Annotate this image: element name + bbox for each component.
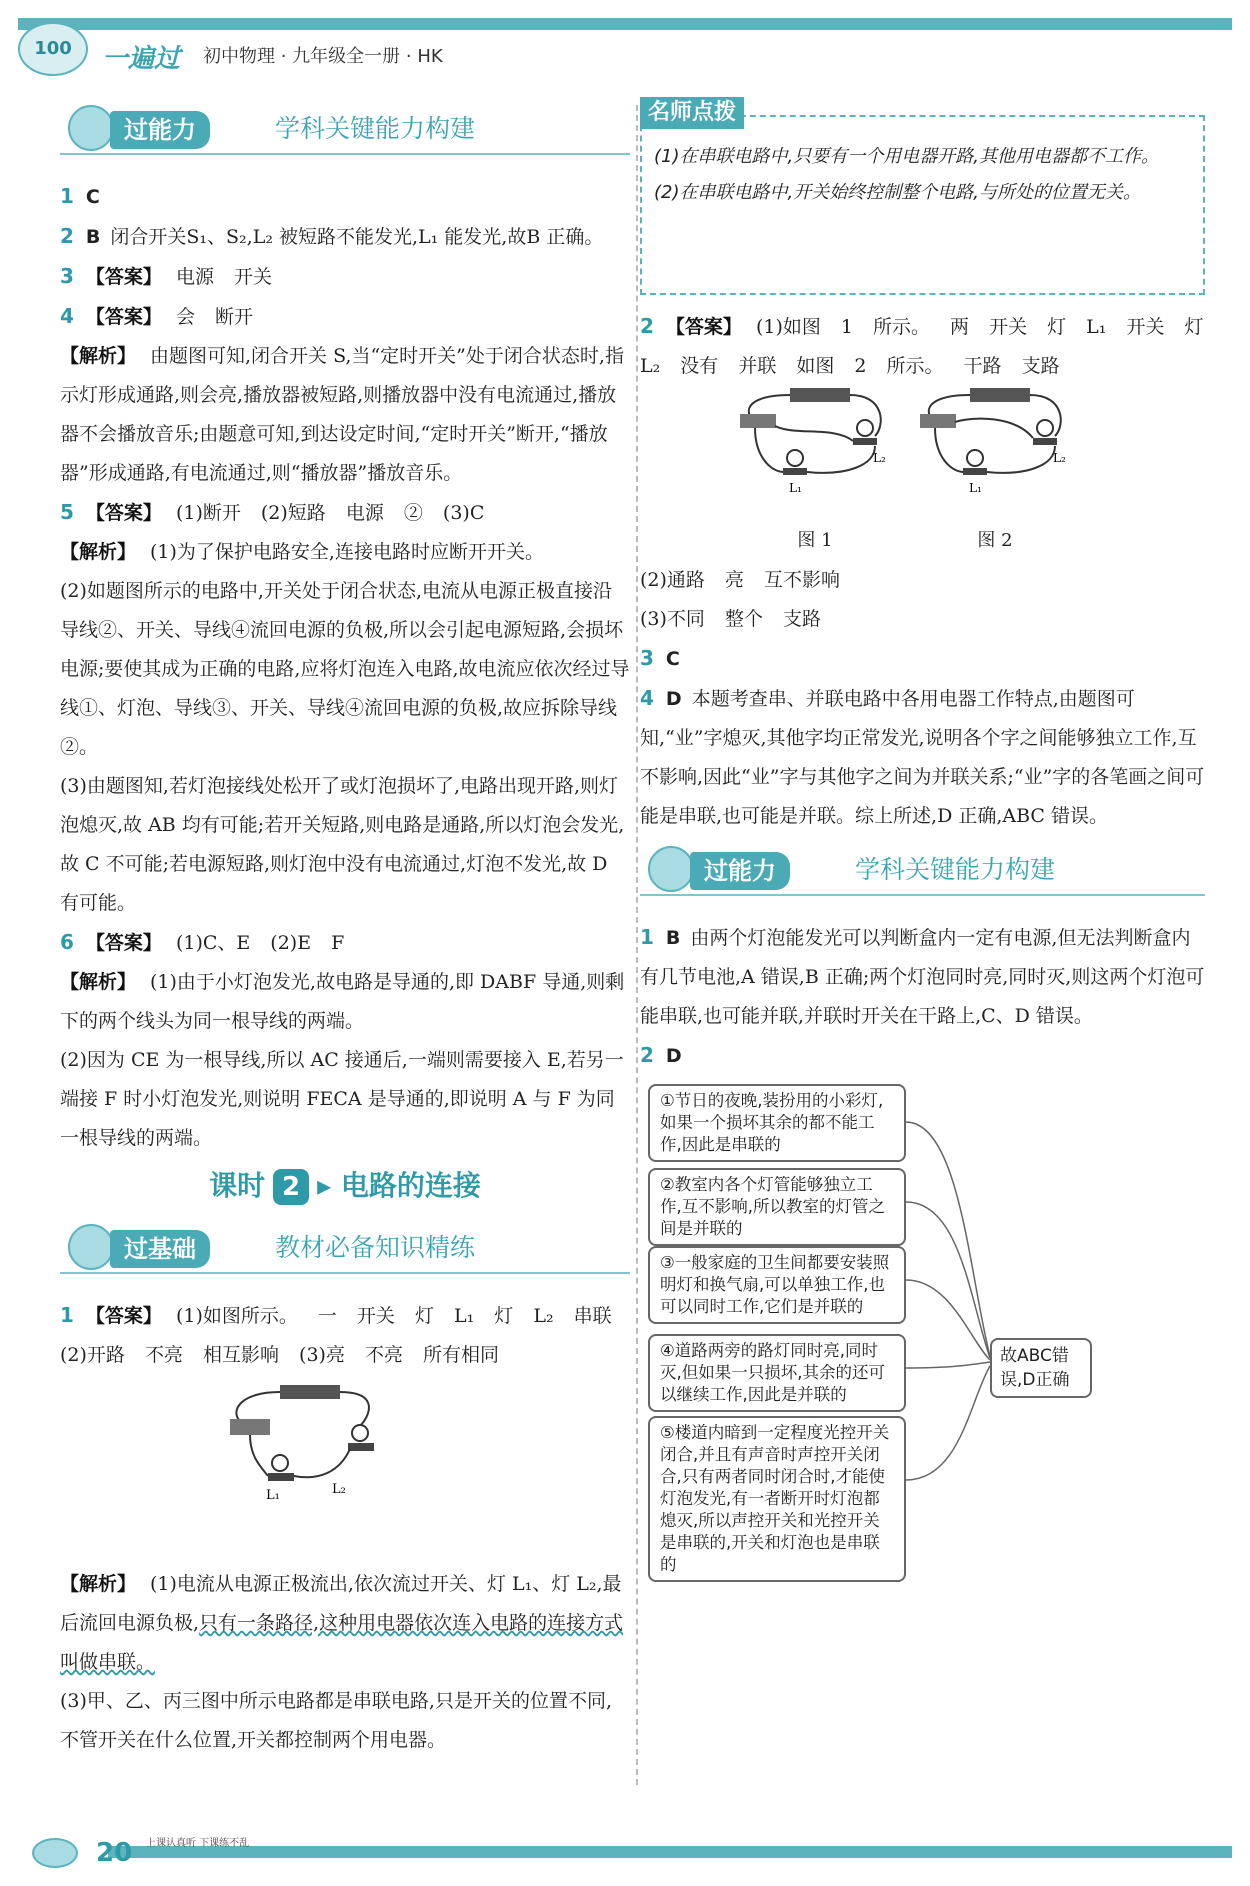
lesson-name: 电路的连接 — [340, 1169, 481, 1202]
section-header-ability-2 — [640, 842, 1205, 902]
answer-r3 — [640, 639, 1205, 679]
answer-key: 【答案】 — [85, 266, 162, 288]
answer-3 — [60, 257, 630, 297]
mind-box-3: ③一般家庭的卫生间都要安装照明灯和换气扇,可以单独工作,也可以同时工作,它们是并联的 — [648, 1246, 906, 1324]
lesson-arrow-icon: ▸ — [317, 1169, 341, 1202]
answer-r2-part2: (2)通路 亮 互不影响 — [640, 569, 840, 591]
mind-box-1: ①节日的夜晚,装扮用的小彩灯,如果一个损坏其余的都不能工作,因此是串联的 — [648, 1084, 906, 1162]
answer-r2-part3: (3)不同 整个 支路 — [640, 608, 821, 630]
brand-name: 一遍过 — [102, 44, 181, 74]
fig1-label-l2: L₂ — [873, 451, 886, 465]
parallel-circuit-1 — [735, 386, 895, 496]
footer-slogan: 上课认真听 下课练不乱 — [146, 1838, 250, 1849]
analysis-text: (1)由于小灯泡发光,故电路是导通的,即 DABF 导通,则剩下的两个线头为同一根导线的两端。 — [60, 971, 625, 1032]
fig2-label-l2: L₂ — [1053, 451, 1066, 465]
analysis-key: 【解析】 — [60, 971, 137, 993]
q-answer: B — [85, 226, 101, 248]
teacher-tip-box — [640, 100, 1205, 295]
q-num: 2 — [640, 314, 654, 338]
fig-label-l2: L₂ — [332, 1482, 346, 1497]
q-num: 4 — [640, 686, 654, 710]
figure-1 — [735, 386, 895, 551]
q-answer: D — [665, 1045, 682, 1067]
q-num: 6 — [60, 930, 74, 954]
q-num: 3 — [60, 264, 74, 288]
mind-conclusion: 故ABC错误,D正确 — [990, 1338, 1092, 1398]
section-subtitle: 学科关键能力构建 — [275, 114, 476, 143]
figure-1-caption: 图 1 — [797, 530, 833, 551]
section-underline — [640, 894, 1205, 896]
column-divider — [636, 105, 638, 1785]
answer-p1 — [640, 918, 1205, 1036]
answer-6 — [60, 923, 630, 963]
analysis-text: 由题图可知,闭合开关 S,当“定时开关”处于闭合状态时,指示灯形成通路,则会亮,播放器被短路,则播放器中没有电流通过,播放器不会播放音乐;由题意可知,到达设定时间,“定时开关”断开,“播放器”形成通路,有电流通过,则“播放器”播放音乐。 — [60, 345, 624, 484]
answer-1 — [60, 177, 630, 217]
q-num: 2 — [60, 224, 74, 248]
mind-box-2: ②教室内各个灯管能够独立工作,互不影响,所以教室的灯管之间是并联的 — [648, 1168, 906, 1246]
answer-key: 【答案】 — [85, 1305, 162, 1327]
analysis-key: 【解析】 — [60, 1573, 137, 1595]
analysis-6 — [60, 963, 630, 1041]
circuit-figures — [640, 386, 1205, 561]
section-header-ability — [60, 101, 630, 161]
section-tag: 过能力 — [690, 852, 790, 890]
analysis-4 — [60, 337, 630, 493]
basic-analysis-3: (3)甲、乙、丙三图中所示电路都是串联电路,只是开关的位置不同,不管开关在什么位置,开关都控制两个用电器。 — [60, 1690, 612, 1751]
figure-2 — [915, 386, 1075, 551]
answer-4 — [60, 297, 630, 337]
q-text: 闭合开关S₁、S₂,L₂ 被短路不能发光,L₁ 能发光,故B 正确。 — [110, 226, 604, 248]
analysis-5-2: (2)如题图所示的电路中,开关处于闭合状态,电流从电源正极直接沿导线②、开关、导线④流回电源的负极,所以会引起电源短路,会损坏电源;要使其成为正确的电路,应将灯泡连入电路,故电流应依次经过导线①、灯泡、导线③、开关、导线④流回电源的负极,故应拆除导线②。 — [60, 580, 630, 758]
tip-line-1: (1)在串联电路中,只要有一个用电器开路,其他用电器都不工作。 — [654, 146, 1159, 167]
fig2-label-l1: L₁ — [969, 481, 982, 495]
q-text: 电源 开关 — [175, 266, 272, 288]
q-num: 2 — [640, 1043, 654, 1067]
answer-key: 【答案】 — [85, 502, 162, 524]
left-column — [60, 95, 630, 1760]
section-tag: 过基础 — [110, 1230, 210, 1268]
analysis-6-2: (2)因为 CE 为一根导线,所以 AC 接通后,一端则需要接入 E,若另一端接 F 时小灯泡发光,则说明 FECA 是导通的,即说明 A 与 F 为同一根导线的两端。 — [60, 1049, 624, 1149]
q-text: (1)断开 (2)短路 电源 ② (3)C — [175, 502, 485, 524]
mascot-logo-icon: 100 — [18, 22, 88, 76]
q-answer: C — [85, 186, 100, 208]
section-underline — [60, 153, 630, 155]
answer-key: 【答案】 — [665, 316, 742, 338]
fig1-label-l1: L₁ — [789, 481, 802, 495]
circuit-diagram — [220, 1381, 400, 1501]
answer-r4 — [640, 679, 1205, 836]
q-num: 3 — [640, 646, 654, 670]
q-text: 会 断开 — [175, 306, 253, 328]
right-column — [640, 95, 1205, 1574]
analysis-text: (1)电流从电源正极流出,依次流过开关、灯 L₁、灯 L₂,最后流回电源负极, — [60, 1573, 622, 1634]
analysis-text: (1)为了保护电路安全,连接电路时应断开开关。 — [150, 541, 544, 563]
series-circuit-figure — [60, 1375, 630, 1565]
mind-box-5: ⑤楼道内暗到一定程度光控开关闭合,并且有声音时声控开关闭合,只有两者同时闭合时,才能使灯泡发光,有一者断开时灯泡都熄灭,所以声控开关和光控开关是串联的,开关和灯泡也是串联的 — [648, 1416, 906, 1582]
section-underline — [60, 1272, 630, 1274]
tip-title: 名师点拨 — [640, 97, 744, 129]
footer-stripe — [108, 1846, 1232, 1858]
mascot-icon — [68, 1224, 114, 1270]
basic-analysis-1 — [60, 1565, 630, 1682]
mascot-icon — [68, 105, 114, 151]
lesson-prefix: 课时 — [209, 1169, 266, 1202]
mind-box-4: ④道路两旁的路灯同时亮,同时灭,但如果一只损坏,其余的还可以继续工作,因此是并联的 — [648, 1334, 906, 1412]
q-num: 1 — [60, 1303, 74, 1327]
parallel-circuit-2 — [915, 386, 1075, 496]
lesson-number: 2 — [273, 1169, 309, 1205]
figure-2-caption: 图 2 — [977, 530, 1013, 551]
answer-key: 【答案】 — [85, 932, 162, 954]
answer-p2 — [640, 1036, 1205, 1076]
q-num: 4 — [60, 304, 74, 328]
q-num: 1 — [60, 184, 74, 208]
lesson-title — [60, 1158, 630, 1214]
answer-key: 【答案】 — [85, 306, 162, 328]
analysis-5 — [60, 533, 630, 572]
fig-label-l1: L₁ — [266, 1488, 280, 1501]
mind-map — [640, 1080, 1205, 1574]
tip-line-2: (2)在串联电路中,开关始终控制整个电路,与所处的位置无关。 — [654, 182, 1141, 203]
mascot-icon — [648, 846, 694, 892]
page-number: 20 — [96, 1838, 133, 1868]
basic-answer-1 — [60, 1296, 630, 1375]
q-answer: D — [665, 688, 682, 710]
q-answer: C — [665, 648, 680, 670]
answer-5 — [60, 493, 630, 533]
section-subtitle: 学科关键能力构建 — [855, 855, 1056, 884]
section-subtitle: 教材必备知识精练 — [275, 1233, 476, 1262]
q-text: 由两个灯泡能发光可以判断盒内一定有电源,但无法判断盒内有几节电池,A 错误,B 正确;两个灯泡同时亮,同时灭,则这两个灯泡可能串联,也可能并联,并联时开关在干路上,C、D 错误。 — [640, 927, 1205, 1027]
book-title: 初中物理 · 九年级全一册 · HK — [203, 46, 443, 67]
section-header-basics — [60, 1220, 630, 1280]
analysis-5-3: (3)由题图知,若灯泡接线处松开了或灯泡损坏了,电路出现开路,则灯泡熄灭,故 AB 均有可能;若开关短路,则电路是通路,所以灯泡会发光,故 C 不可能;若电源短路,则灯泡中没有电流通过,灯泡不发光,故 D 有可能。 — [60, 775, 625, 914]
analysis-key: 【解析】 — [60, 541, 137, 563]
q-num: 5 — [60, 500, 74, 524]
section-tag: 过能力 — [110, 111, 210, 149]
q-text: (1)如图 1 所示。 两 开关 灯 L₁ 开关 灯 L₂ 没有 并联 如图 2 所示。 干路 支路 — [640, 316, 1204, 377]
footer-mascot-icon — [32, 1838, 78, 1868]
header-stripe — [18, 18, 1232, 30]
q-text: (1)如图所示。 一 开关 灯 L₁ 灯 L₂ 串联 (2)开路 不亮 相互影响 (3)亮 不亮 所有相同 — [60, 1305, 612, 1366]
q-text: 本题考查串、并联电路中各用电器工作特点,由题图可知,“业”字熄灭,其他字均正常发光,说明各个字之间能够独立工作,互不影响,因此“业”字与其他字之间为并联关系;“业”字的各笔画之间可能是串联,也可能是并联。综上所述,D 正确,ABC 错误。 — [640, 688, 1205, 827]
analysis-key: 【解析】 — [60, 345, 137, 367]
q-num: 1 — [640, 925, 654, 949]
page-header — [18, 18, 1232, 76]
answer-r2 — [640, 307, 1205, 386]
q-answer: B — [665, 927, 681, 949]
analysis-highlight: 只有一条路径,这种用电器依次连入电路的连接方式叫做串联。 — [60, 1612, 624, 1673]
q-text: (1)C、E (2)E F — [175, 932, 345, 954]
answer-2 — [60, 217, 630, 257]
page-footer — [18, 1838, 1232, 1868]
